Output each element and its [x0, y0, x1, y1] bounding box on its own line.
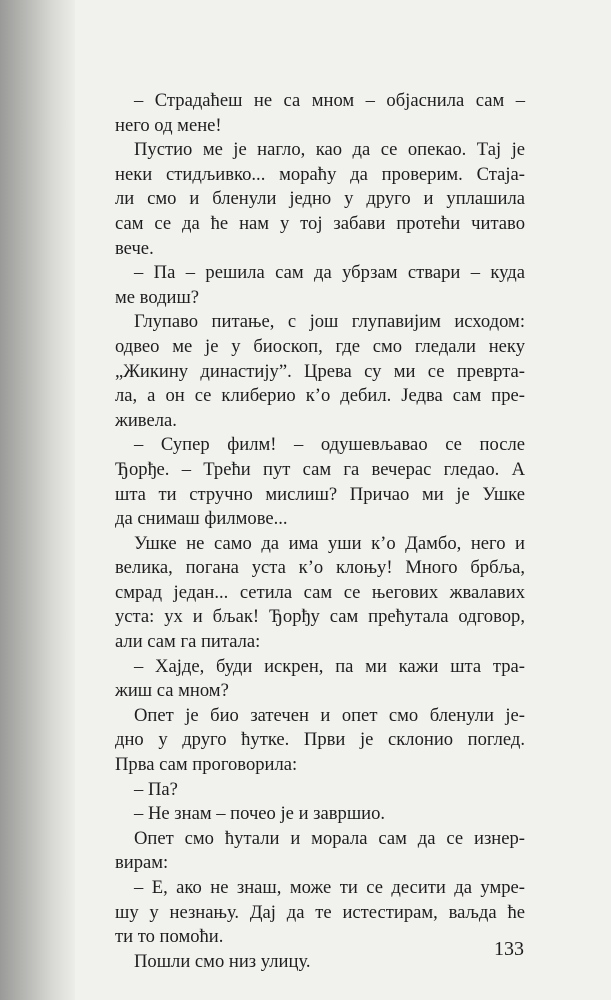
text-line: уста: ух и бљак! Ђорђу сам прећутала одговор, — [115, 606, 525, 628]
paragraph — [115, 778, 525, 803]
paragraph — [115, 827, 525, 876]
text-line: него од мене! — [115, 114, 222, 136]
paragraph — [115, 655, 525, 704]
text-line: вирам: — [115, 852, 169, 874]
text-line: – Па – решила сам да убрзам ствари – куда — [134, 262, 525, 284]
text-line: – Е, ако не знаш, може ти се десити да умре- — [134, 877, 525, 898]
page-body — [115, 89, 525, 974]
paragraph — [115, 310, 525, 433]
text-line: ме водиш? — [115, 286, 200, 308]
page-number: 133 — [494, 938, 524, 960]
text-line: Прва сам проговорила: — [115, 754, 298, 776]
text-line: Пустио ме је нагло, као да се опекао. Тај је — [134, 139, 525, 161]
text-line: – Хајде, буди искрен, па ми кажи шта тра- — [134, 655, 525, 677]
text-line: велика, погана уста к’о клоњу! Много брбља, — [115, 557, 525, 579]
text-line: али сам га питала: — [115, 631, 261, 653]
text-line: неки стидљивко... мораћу да проверим. Стаја- — [115, 163, 525, 185]
text-line: Ушке не само да има уши к’о Дамбо, него и — [134, 532, 525, 554]
text-line: – Не знам – почео је и завршио. — [134, 803, 386, 825]
paragraph — [115, 802, 525, 827]
paragraph — [115, 89, 525, 138]
paragraph — [115, 433, 525, 531]
text-line: Опет смо ћутали и морала сам да се изнер- — [134, 827, 525, 849]
text-line: дно у друго ћутке. Први је склонио поглед. — [115, 729, 525, 751]
text-line: сам се да ће нам у тој забави протећи читаво — [115, 212, 525, 234]
book-spine-shadow — [0, 0, 75, 1000]
paragraph — [115, 261, 525, 310]
text-line: Пошли смо низ улицу. — [134, 950, 311, 972]
text-line: Ђорђе. – Трећи пут сам га вечерас гледао. А — [115, 458, 525, 480]
text-line: одвео ме је у биоскоп, где смо гледали неку — [115, 335, 525, 357]
text-line: ли смо и бленули једно у друго и уплашила — [115, 188, 525, 210]
text-line: шта ти стручно мислиш? Причао ми је Ушке — [115, 483, 525, 505]
paragraph — [115, 950, 525, 975]
text-line: Опет је био затечен и опет смо бленули је- — [134, 704, 525, 726]
text-line: да снимаш филмове... — [115, 508, 288, 530]
text-line: ла, а он се клиберио к’о дебил. Једва сам пре- — [115, 385, 525, 407]
paragraph — [115, 532, 525, 655]
text-line: „Жикину династију”. Црева су ми се преврта- — [115, 360, 525, 382]
text-line: – Страдаћеш не са мном – објаснила сам – — [134, 90, 525, 111]
text-line: жиш са мном? — [115, 680, 229, 702]
text-line: Глупаво питање, с још глупавијим исходом: — [134, 311, 525, 333]
text-line: смрад један... сетила сам се његових жвалавих — [115, 581, 525, 603]
text-line: вече. — [115, 237, 154, 259]
paragraph — [115, 138, 525, 261]
paragraph — [115, 704, 525, 778]
paragraph — [115, 876, 525, 950]
text-line: живела. — [115, 409, 177, 431]
text-line: – Супер филм! – одушевљавао се после — [134, 434, 525, 456]
text-line: – Па? — [134, 778, 178, 800]
text-line: шу у незнању. Дај да те истестирам, ваљда ће — [115, 901, 525, 923]
text-line: ти то помоћи. — [115, 926, 224, 948]
